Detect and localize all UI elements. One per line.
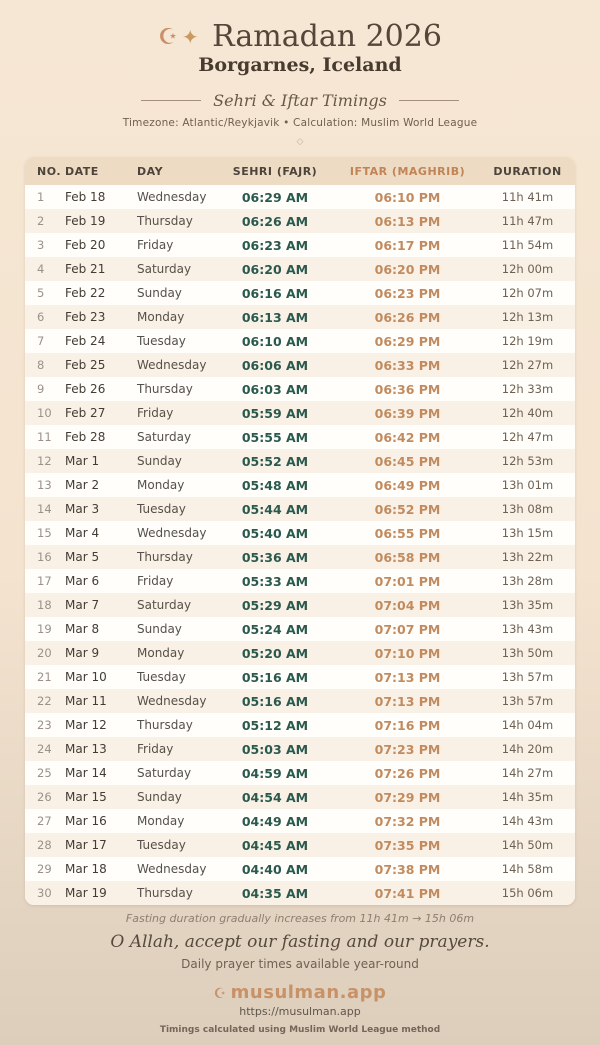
table-row bbox=[25, 761, 575, 785]
iftar-time-cell: 07:29 PM bbox=[374, 789, 441, 805]
sehri-time-cell: 04:49 AM bbox=[241, 813, 309, 829]
table-row bbox=[25, 857, 575, 881]
row-number-cell: 12 bbox=[37, 454, 52, 468]
date-cell: Feb 24 bbox=[65, 334, 106, 348]
duration-cell: 14h 20m bbox=[501, 742, 554, 756]
duration-cell: 12h 07m bbox=[501, 286, 554, 300]
date-cell: Mar 11 bbox=[65, 694, 107, 708]
sehri-time-cell: 05:16 AM bbox=[241, 693, 309, 709]
timezone-calculation-meta: Timezone: Atlantic/Reykjavik • Calculation: Muslim World League bbox=[122, 117, 478, 129]
sehri-time-cell: 05:59 AM bbox=[241, 405, 309, 421]
row-number-cell: 13 bbox=[37, 478, 52, 492]
day-cell: Friday bbox=[137, 406, 174, 420]
row-number-cell: 3 bbox=[37, 238, 45, 252]
duration-cell: 14h 50m bbox=[501, 838, 554, 852]
iftar-time-cell: 07:04 PM bbox=[374, 597, 441, 613]
duration-cell: 15h 06m bbox=[501, 886, 554, 900]
table-row bbox=[25, 881, 575, 905]
day-cell: Tuesday bbox=[137, 334, 186, 348]
date-cell: Feb 23 bbox=[65, 310, 106, 324]
app-url[interactable]: https://musulman.app bbox=[239, 1005, 361, 1018]
date-cell: Mar 9 bbox=[65, 646, 100, 660]
iftar-time-cell: 07:38 PM bbox=[374, 861, 441, 877]
day-cell: Monday bbox=[137, 646, 185, 660]
date-cell: Mar 8 bbox=[65, 622, 100, 636]
footer bbox=[0, 912, 600, 1035]
row-number-cell: 18 bbox=[37, 598, 52, 612]
date-cell: Feb 19 bbox=[65, 214, 106, 228]
table-row bbox=[25, 617, 575, 641]
location-subtitle: Borgarnes, Iceland bbox=[198, 54, 402, 76]
row-number-cell: 16 bbox=[37, 550, 52, 564]
sehri-time-cell: 05:12 AM bbox=[241, 717, 309, 733]
sehri-time-cell: 05:48 AM bbox=[241, 477, 309, 493]
duration-cell: 13h 01m bbox=[501, 478, 554, 492]
section-title-row bbox=[0, 91, 600, 110]
table-row bbox=[25, 497, 575, 521]
iftar-time-cell: 07:07 PM bbox=[374, 621, 441, 637]
right-rule-divider bbox=[399, 100, 459, 101]
sehri-time-cell: 04:54 AM bbox=[241, 789, 309, 805]
table-row bbox=[25, 713, 575, 737]
row-number-cell: 25 bbox=[37, 766, 52, 780]
row-number-cell: 19 bbox=[37, 622, 52, 636]
sehri-time-cell: 06:13 AM bbox=[241, 309, 309, 325]
duration-cell: 12h 13m bbox=[501, 310, 554, 324]
sehri-time-cell: 04:59 AM bbox=[241, 765, 309, 781]
iftar-time-cell: 07:35 PM bbox=[374, 837, 441, 853]
iftar-time-cell: 06:20 PM bbox=[374, 261, 441, 277]
sehri-time-cell: 06:10 AM bbox=[241, 333, 309, 349]
duration-cell: 13h 08m bbox=[501, 502, 554, 516]
table-row bbox=[25, 257, 575, 281]
date-cell: Feb 27 bbox=[65, 406, 106, 420]
iftar-time-cell: 07:10 PM bbox=[374, 645, 441, 661]
duration-cell: 12h 53m bbox=[501, 454, 554, 468]
table-header-row bbox=[25, 157, 575, 185]
date-cell: Feb 20 bbox=[65, 238, 106, 252]
timings-table bbox=[25, 157, 575, 905]
sehri-time-cell: 05:33 AM bbox=[241, 573, 309, 589]
left-rule-divider bbox=[141, 100, 201, 101]
availability-note: Daily prayer times available year-round bbox=[181, 957, 419, 971]
date-cell: Mar 1 bbox=[65, 454, 100, 468]
duration-cell: 14h 27m bbox=[501, 766, 554, 780]
section-title: Sehri & Iftar Timings bbox=[213, 91, 387, 110]
table-row bbox=[25, 593, 575, 617]
day-cell: Friday bbox=[137, 574, 174, 588]
duration-cell: 13h 22m bbox=[501, 550, 554, 564]
row-number-cell: 28 bbox=[37, 838, 52, 852]
table-row bbox=[25, 185, 575, 209]
table-row bbox=[25, 521, 575, 545]
iftar-time-cell: 06:33 PM bbox=[374, 357, 441, 373]
day-cell: Saturday bbox=[137, 766, 192, 780]
iftar-time-cell: 06:52 PM bbox=[374, 501, 441, 517]
duration-cell: 13h 57m bbox=[501, 694, 554, 708]
iftar-time-cell: 07:16 PM bbox=[374, 717, 441, 733]
sehri-time-cell: 06:26 AM bbox=[241, 213, 309, 229]
iftar-time-cell: 06:42 PM bbox=[374, 429, 441, 445]
sehri-time-cell: 05:52 AM bbox=[241, 453, 309, 469]
column-header-iftar: IFTAR (MAGHRIB) bbox=[335, 157, 480, 185]
row-number-cell: 5 bbox=[37, 286, 45, 300]
table-row bbox=[25, 305, 575, 329]
duration-cell: 13h 35m bbox=[501, 598, 554, 612]
day-cell: Thursday bbox=[137, 718, 193, 732]
date-cell: Feb 26 bbox=[65, 382, 106, 396]
date-cell: Mar 16 bbox=[65, 814, 107, 828]
day-cell: Friday bbox=[137, 238, 174, 252]
duration-cell: 13h 50m bbox=[501, 646, 554, 660]
day-cell: Monday bbox=[137, 310, 185, 324]
sehri-time-cell: 04:45 AM bbox=[241, 837, 309, 853]
iftar-time-cell: 06:49 PM bbox=[374, 477, 441, 493]
sehri-time-cell: 06:23 AM bbox=[241, 237, 309, 253]
table-row bbox=[25, 401, 575, 425]
iftar-time-cell: 07:26 PM bbox=[374, 765, 441, 781]
day-cell: Wednesday bbox=[137, 862, 207, 876]
sehri-time-cell: 05:55 AM bbox=[241, 429, 309, 445]
duration-cell: 12h 00m bbox=[501, 262, 554, 276]
date-cell: Mar 4 bbox=[65, 526, 100, 540]
iftar-time-cell: 06:13 PM bbox=[374, 213, 441, 229]
table-row bbox=[25, 569, 575, 593]
iftar-time-cell: 06:45 PM bbox=[374, 453, 441, 469]
app-crescent-icon: ☪ bbox=[213, 986, 227, 1002]
duration-cell: 12h 33m bbox=[501, 382, 554, 396]
date-cell: Mar 19 bbox=[65, 886, 107, 900]
duration-cell: 14h 43m bbox=[501, 814, 554, 828]
iftar-time-cell: 06:10 PM bbox=[374, 189, 441, 205]
sehri-time-cell: 06:20 AM bbox=[241, 261, 309, 277]
sehri-time-cell: 05:36 AM bbox=[241, 549, 309, 565]
duration-cell: 14h 58m bbox=[501, 862, 554, 876]
day-cell: Monday bbox=[137, 814, 185, 828]
fasting-duration-note: Fasting duration gradually increases from 11h 41m → 15h 06m bbox=[125, 912, 475, 925]
table-row bbox=[25, 785, 575, 809]
date-cell: Mar 18 bbox=[65, 862, 107, 876]
table-row bbox=[25, 545, 575, 569]
row-number-cell: 7 bbox=[37, 334, 45, 348]
row-number-cell: 23 bbox=[37, 718, 52, 732]
row-number-cell: 11 bbox=[37, 430, 52, 444]
duration-cell: 14h 35m bbox=[501, 790, 554, 804]
row-number-cell: 2 bbox=[37, 214, 45, 228]
date-cell: Mar 13 bbox=[65, 742, 107, 756]
date-cell: Mar 5 bbox=[65, 550, 100, 564]
column-header-no: NO. bbox=[25, 157, 65, 185]
date-cell: Feb 18 bbox=[65, 190, 106, 204]
day-cell: Monday bbox=[137, 478, 185, 492]
table-row bbox=[25, 809, 575, 833]
table-row bbox=[25, 233, 575, 257]
timings-table-card bbox=[25, 157, 575, 905]
duration-cell: 11h 41m bbox=[501, 190, 554, 204]
page-title-line bbox=[0, 20, 600, 55]
app-brand[interactable] bbox=[0, 982, 600, 1003]
duration-cell: 11h 47m bbox=[501, 214, 554, 228]
column-header-sehri: SEHRI (FAJR) bbox=[215, 157, 335, 185]
sehri-time-cell: 05:20 AM bbox=[241, 645, 309, 661]
row-number-cell: 27 bbox=[37, 814, 52, 828]
table-row bbox=[25, 665, 575, 689]
day-cell: Saturday bbox=[137, 262, 192, 276]
sehri-time-cell: 05:29 AM bbox=[241, 597, 309, 613]
row-number-cell: 6 bbox=[37, 310, 45, 324]
duration-cell: 12h 47m bbox=[501, 430, 554, 444]
row-number-cell: 8 bbox=[37, 358, 45, 372]
iftar-time-cell: 07:13 PM bbox=[374, 669, 441, 685]
date-cell: Mar 14 bbox=[65, 766, 107, 780]
iftar-time-cell: 06:23 PM bbox=[374, 285, 441, 301]
day-cell: Wednesday bbox=[137, 526, 207, 540]
row-number-cell: 10 bbox=[37, 406, 52, 420]
iftar-time-cell: 06:36 PM bbox=[374, 381, 441, 397]
row-number-cell: 4 bbox=[37, 262, 45, 276]
duration-cell: 14h 04m bbox=[501, 718, 554, 732]
table-row bbox=[25, 329, 575, 353]
table-row bbox=[25, 281, 575, 305]
date-cell: Feb 25 bbox=[65, 358, 106, 372]
day-cell: Wednesday bbox=[137, 694, 207, 708]
day-cell: Thursday bbox=[137, 886, 193, 900]
day-cell: Sunday bbox=[137, 622, 182, 636]
duration-cell: 12h 40m bbox=[501, 406, 554, 420]
day-cell: Wednesday bbox=[137, 358, 207, 372]
table-row bbox=[25, 737, 575, 761]
crescent-moon-icon: ☪ bbox=[158, 25, 182, 50]
row-number-cell: 17 bbox=[37, 574, 52, 588]
row-number-cell: 30 bbox=[37, 886, 52, 900]
table-row bbox=[25, 353, 575, 377]
iftar-time-cell: 07:41 PM bbox=[374, 885, 441, 901]
duration-cell: 13h 28m bbox=[501, 574, 554, 588]
table-row bbox=[25, 209, 575, 233]
row-number-cell: 20 bbox=[37, 646, 52, 660]
date-cell: Mar 7 bbox=[65, 598, 100, 612]
date-cell: Feb 22 bbox=[65, 286, 106, 300]
table-row bbox=[25, 641, 575, 665]
iftar-time-cell: 06:29 PM bbox=[374, 333, 441, 349]
day-cell: Tuesday bbox=[137, 502, 186, 516]
row-number-cell: 26 bbox=[37, 790, 52, 804]
day-cell: Tuesday bbox=[137, 670, 186, 684]
row-number-cell: 15 bbox=[37, 526, 52, 540]
table-row bbox=[25, 833, 575, 857]
column-header-date: DATE bbox=[65, 157, 137, 185]
duration-cell: 11h 54m bbox=[501, 238, 554, 252]
day-cell: Sunday bbox=[137, 454, 182, 468]
iftar-time-cell: 07:13 PM bbox=[374, 693, 441, 709]
duration-cell: 12h 19m bbox=[501, 334, 554, 348]
table-row bbox=[25, 473, 575, 497]
date-cell: Mar 12 bbox=[65, 718, 107, 732]
iftar-time-cell: 07:32 PM bbox=[374, 813, 441, 829]
date-cell: Mar 10 bbox=[65, 670, 107, 684]
sehri-time-cell: 05:44 AM bbox=[241, 501, 309, 517]
sehri-time-cell: 04:40 AM bbox=[241, 861, 309, 877]
row-number-cell: 14 bbox=[37, 502, 52, 516]
row-number-cell: 21 bbox=[37, 670, 52, 684]
day-cell: Friday bbox=[137, 742, 174, 756]
duration-cell: 13h 43m bbox=[501, 622, 554, 636]
row-number-cell: 9 bbox=[37, 382, 45, 396]
row-number-cell: 22 bbox=[37, 694, 52, 708]
day-cell: Saturday bbox=[137, 430, 192, 444]
column-header-day: DAY bbox=[137, 157, 215, 185]
day-cell: Sunday bbox=[137, 790, 182, 804]
day-cell: Tuesday bbox=[137, 838, 186, 852]
column-header-duration: DURATION bbox=[480, 157, 575, 185]
date-cell: Feb 21 bbox=[65, 262, 106, 276]
day-cell: Thursday bbox=[137, 550, 193, 564]
star-icon: ✦ bbox=[181, 25, 203, 49]
sehri-time-cell: 05:40 AM bbox=[241, 525, 309, 541]
iftar-time-cell: 06:39 PM bbox=[374, 405, 441, 421]
app-name: musulman.app bbox=[230, 982, 387, 1003]
iftar-time-cell: 07:23 PM bbox=[374, 741, 441, 757]
date-cell: Feb 28 bbox=[65, 430, 106, 444]
duration-cell: 13h 57m bbox=[501, 670, 554, 684]
day-cell: Thursday bbox=[137, 214, 193, 228]
iftar-time-cell: 06:17 PM bbox=[374, 237, 441, 253]
iftar-time-cell: 06:26 PM bbox=[374, 309, 441, 325]
calculation-method-note: Timings calculated using Muslim World League method bbox=[159, 1025, 441, 1035]
date-cell: Mar 6 bbox=[65, 574, 100, 588]
table-row bbox=[25, 689, 575, 713]
date-cell: Mar 3 bbox=[65, 502, 100, 516]
table-row bbox=[25, 425, 575, 449]
sehri-time-cell: 06:06 AM bbox=[241, 357, 309, 373]
iftar-time-cell: 06:55 PM bbox=[374, 525, 441, 541]
date-cell: Mar 15 bbox=[65, 790, 107, 804]
page-title: Ramadan 2026 bbox=[212, 19, 442, 54]
date-cell: Mar 2 bbox=[65, 478, 100, 492]
row-number-cell: 1 bbox=[37, 190, 45, 204]
sehri-time-cell: 06:16 AM bbox=[241, 285, 309, 301]
row-number-cell: 24 bbox=[37, 742, 52, 756]
day-cell: Wednesday bbox=[137, 190, 207, 204]
table-row bbox=[25, 377, 575, 401]
date-cell: Mar 17 bbox=[65, 838, 107, 852]
day-cell: Sunday bbox=[137, 286, 182, 300]
header bbox=[0, 0, 600, 147]
sehri-time-cell: 05:03 AM bbox=[241, 741, 309, 757]
day-cell: Thursday bbox=[137, 382, 193, 396]
sehri-time-cell: 04:35 AM bbox=[241, 885, 309, 901]
dua-quote: O Allah, accept our fasting and our prayers. bbox=[110, 932, 490, 952]
duration-cell: 12h 27m bbox=[501, 358, 554, 372]
iftar-time-cell: 06:58 PM bbox=[374, 549, 441, 565]
day-cell: Saturday bbox=[137, 598, 192, 612]
table-row bbox=[25, 449, 575, 473]
sehri-time-cell: 06:29 AM bbox=[241, 189, 309, 205]
sehri-time-cell: 05:24 AM bbox=[241, 621, 309, 637]
iftar-time-cell: 07:01 PM bbox=[374, 573, 441, 589]
sehri-time-cell: 06:03 AM bbox=[241, 381, 309, 397]
duration-cell: 13h 15m bbox=[501, 526, 554, 540]
row-number-cell: 29 bbox=[37, 862, 52, 876]
sehri-time-cell: 05:16 AM bbox=[241, 669, 309, 685]
diamond-separator-icon: ◇ bbox=[296, 137, 304, 147]
